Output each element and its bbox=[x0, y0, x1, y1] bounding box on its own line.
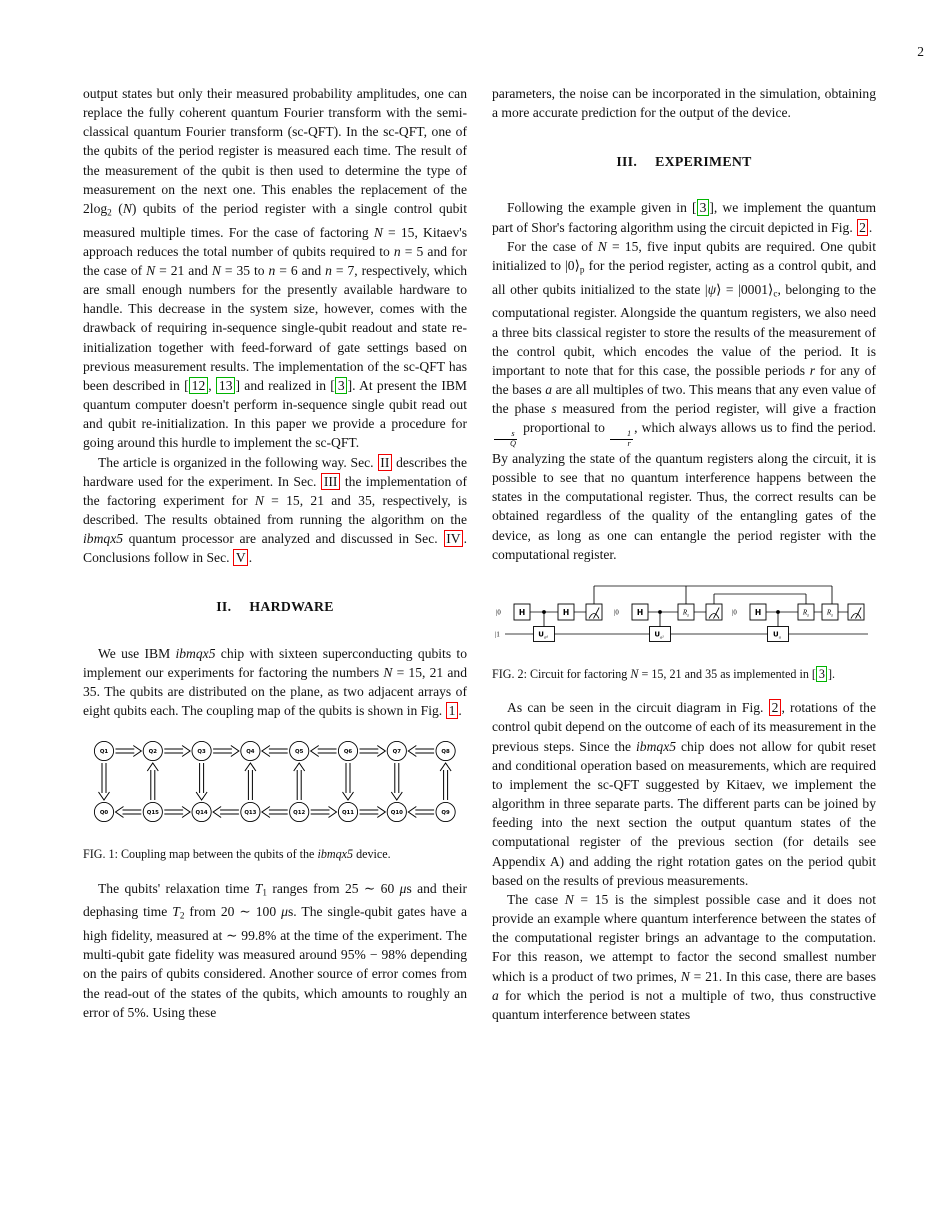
page-number: 2 bbox=[917, 44, 924, 59]
text-segment: μ bbox=[281, 904, 288, 920]
text-segment: for which the period is not a multiple of two, thus constructive quantum interference between states bbox=[492, 987, 876, 1022]
text-segment: N bbox=[680, 968, 690, 984]
text-segment: . bbox=[868, 219, 873, 235]
text-segment: = 15, 21 and 35 as implemented in [ bbox=[638, 666, 816, 681]
citation-ref-link[interactable]: 3 bbox=[697, 199, 709, 216]
svg-text:Q13: Q13 bbox=[244, 810, 257, 817]
text-segment: are all multiples of two. This means that any even value of the phase bbox=[492, 382, 876, 417]
text-segment: Following the example given in [ bbox=[507, 200, 697, 216]
text-segment: , rotations of the control qubit depend on the outcome of each of its measurement in the previous steps. Since the bbox=[492, 700, 876, 754]
qubit-node bbox=[143, 803, 162, 822]
svg-text:Ua⁴: $U_{a^4}$ bbox=[538, 630, 548, 640]
text-segment: N bbox=[146, 262, 156, 278]
text-segment: The article is organized in the following way. Sec. bbox=[98, 454, 378, 470]
svg-text:Q0: Q0 bbox=[99, 810, 109, 817]
svg-text:Rz: $R_z$ bbox=[826, 608, 834, 618]
text-segment: ) qubits of the period register with a single control qubit measured multiple times. For the case of factoring bbox=[83, 200, 467, 240]
text-segment: s. The single-qubit gates have a high fidelity, measured at ∼ 99.8% at the time of the experiment. The multi-qubit gate fidelity was measured around 95% − 98% depending on the pairs of qubits considered. Another source of error comes from the read-out of the states of the qubits, which amounts to roughly an error of 5%. Using these bbox=[83, 904, 468, 1020]
quantum-circuit-diagram bbox=[492, 580, 876, 658]
internal-ref-link[interactable]: III bbox=[321, 473, 340, 490]
qubit-node bbox=[241, 742, 260, 761]
text-segment: = 21. In this case, there are bases bbox=[689, 968, 876, 984]
svg-text:H: H bbox=[754, 607, 762, 617]
text-segment: , bbox=[208, 377, 216, 393]
citation-ref-link[interactable]: 12 bbox=[189, 377, 208, 394]
text-segment: measured from the period register, will give a fraction bbox=[556, 401, 876, 417]
text-segment: N bbox=[383, 664, 393, 680]
svg-text:H: H bbox=[636, 607, 644, 617]
text-segment: N bbox=[211, 262, 221, 278]
svg-text:Q5: Q5 bbox=[295, 749, 304, 756]
svg-text:Q15: Q15 bbox=[146, 810, 159, 817]
text-segment: r bbox=[809, 362, 816, 378]
text-segment: The case bbox=[507, 891, 565, 907]
text-segment: a bbox=[545, 382, 553, 398]
text-segment: n bbox=[325, 262, 332, 278]
svg-text:Q6: Q6 bbox=[343, 749, 353, 756]
svg-text:Q10: Q10 bbox=[390, 810, 403, 817]
section-title: EXPERIMENT bbox=[655, 154, 752, 170]
inline-fraction: $\frac{1}{r}$ bbox=[610, 430, 633, 449]
text-segment: p bbox=[579, 264, 585, 275]
qubit-node bbox=[338, 742, 357, 761]
text-segment: = 15, Kitaev's approach reduces the total number of qubits required to bbox=[83, 224, 468, 259]
text-segment: 2 bbox=[107, 207, 112, 218]
text-segment: for the period register, acting as a control qubit, and all other qubits initialized to the state | bbox=[492, 257, 876, 297]
text-segment: N bbox=[597, 238, 607, 254]
svg-text:Q3: Q3 bbox=[197, 749, 206, 756]
svg-text:|0: |0 bbox=[614, 609, 619, 617]
figure-2 bbox=[492, 580, 876, 658]
internal-ref-link[interactable]: IV bbox=[444, 530, 463, 547]
text-segment: FIG. 1: Coupling map between the qubits of the bbox=[83, 847, 318, 862]
svg-text:Q2: Q2 bbox=[148, 749, 157, 756]
text-segment: = 15, 21 and 35. The qubits are distributed on the plane, as two adjacent arrays of eight qubits each. The coupling map of the qubits is shown in Fig. bbox=[83, 664, 467, 719]
svg-text:H: H bbox=[562, 607, 570, 617]
text-segment: . bbox=[458, 703, 462, 719]
svg-text:Q14: Q14 bbox=[195, 810, 208, 817]
qubit-node bbox=[436, 742, 455, 761]
text-segment: ]. bbox=[827, 666, 836, 681]
text-segment: = 5 and for the case of bbox=[83, 243, 468, 278]
qubit-node bbox=[143, 742, 162, 761]
text-segment: = 7, respectively, which are small enough numbers for the presently available hardware to handle. This decrease in the system size, however, comes with the drawback of requiring in-sequence single-qubit readout and state re-initialization together with feed-forward of gate settings based on previous measurement results. The implementation of the sc-QFT has been described in [ bbox=[83, 262, 467, 393]
qubit-node bbox=[290, 803, 309, 822]
text-segment: ] and realized in [ bbox=[235, 377, 335, 393]
paragraph bbox=[492, 198, 876, 236]
citation-ref-link[interactable]: 3 bbox=[816, 666, 827, 682]
text-segment: ]. At present the IBM quantum computer doesn't perform in-sequence single qubit read out and qubit re-initialization. In this paper we provide a procedure for going around this hurdle to implement the sc-QFT. bbox=[83, 377, 467, 451]
inline-fraction: $\frac{s}{Q}$ bbox=[493, 430, 518, 449]
text-segment: = 6 and bbox=[275, 262, 326, 278]
section-title: HARDWARE bbox=[249, 599, 334, 615]
paragraph bbox=[83, 644, 467, 721]
text-segment: ⟩ = |0001⟩ bbox=[716, 281, 774, 297]
text-segment: from 20 ∼ 100 bbox=[184, 904, 282, 920]
text-segment: n bbox=[393, 243, 401, 259]
qubit-node bbox=[94, 803, 113, 822]
text-segment: s bbox=[551, 401, 557, 417]
svg-text:Rz: $R_z$ bbox=[802, 608, 810, 618]
paragraph bbox=[492, 237, 876, 564]
text-segment: N bbox=[254, 492, 264, 508]
left-column bbox=[83, 84, 467, 1022]
qubit-node bbox=[192, 803, 211, 822]
figure-1 bbox=[83, 736, 467, 838]
text-segment: N bbox=[373, 224, 383, 240]
text-segment: N bbox=[630, 666, 639, 681]
paragraph bbox=[492, 84, 876, 122]
text-segment: chip does not allow for qubit reset and conditional operation based on measurements, which are required to implement the sc-QFT suggested by Kitaev, we implement the algorithm in three separate parts. The different parts can be joined by feeding into the next section the output quantum states of the computational register of the previous section (for details see Appendix A) and adding the right rotation gates on the period qubit based on the results of previous measurements. bbox=[492, 738, 876, 888]
svg-text:H: H bbox=[518, 607, 526, 617]
svg-text:|0: |0 bbox=[496, 609, 501, 617]
text-segment: T bbox=[254, 880, 263, 896]
text-segment: device. bbox=[353, 847, 391, 862]
text-segment: = 15, 21 and 35, respectively, is described. The results obtained from running the algorithm on the bbox=[83, 492, 468, 528]
text-segment: s and their dephasing time bbox=[83, 880, 468, 920]
text-segment: N bbox=[122, 200, 132, 216]
paragraph bbox=[492, 698, 876, 890]
internal-ref-link[interactable]: 1 bbox=[446, 702, 458, 719]
text-segment: n bbox=[268, 262, 276, 278]
section-heading-experiment bbox=[492, 152, 876, 171]
svg-text:|0: |0 bbox=[732, 609, 737, 617]
text-segment: output states but only their measured probability amplitudes, one can replace the fully coherent quantum Fourier transform with the semi-classical quantum Fourier transform (sc-QFT). In the sc-QFT, one of the qubits of the period register is measured each time. The result of the measurement of the qubit is then used to determine the type of measurement on the next one. This enables the replacement of the 2log bbox=[83, 86, 467, 216]
text-segment: . Conclusions follow in Sec. bbox=[83, 531, 467, 566]
section-number: II. bbox=[216, 599, 232, 615]
text-segment: We use IBM bbox=[98, 645, 176, 661]
qubit-node bbox=[241, 803, 260, 822]
text-segment: parameters, the noise can be incorporated in the simulation, obtaining a more accurate prediction for the output of the device. bbox=[492, 86, 876, 121]
text-segment: ibmqx5 bbox=[175, 645, 216, 661]
figure-1-caption bbox=[83, 846, 467, 862]
svg-text:|1: |1 bbox=[495, 631, 500, 639]
qubit-node bbox=[436, 803, 455, 822]
text-segment: ibmqx5 bbox=[83, 531, 124, 547]
text-segment: = 15, five input qubits are required. One qubit initialized to |0⟩ bbox=[492, 238, 876, 273]
text-segment: c bbox=[773, 288, 778, 299]
qubit-node bbox=[290, 742, 309, 761]
text-segment: a bbox=[492, 987, 499, 1003]
svg-text:Q7: Q7 bbox=[392, 749, 401, 756]
text-segment: proportional to bbox=[518, 420, 610, 436]
section-number: III. bbox=[616, 154, 638, 170]
text-segment: = 21 and bbox=[155, 262, 212, 278]
internal-ref-link[interactable]: V bbox=[233, 549, 248, 566]
text-segment: N bbox=[564, 891, 574, 907]
qubit-node bbox=[387, 803, 406, 822]
paragraph bbox=[83, 84, 467, 453]
text-segment: for any of the bases bbox=[492, 362, 876, 398]
paragraph bbox=[83, 879, 467, 1022]
citation-ref-link[interactable]: 3 bbox=[335, 377, 347, 394]
text-segment: T bbox=[172, 904, 180, 920]
text-segment: . bbox=[248, 550, 253, 566]
text-segment: = 35 to bbox=[220, 262, 269, 278]
qubit-node bbox=[192, 742, 211, 761]
coupling-map-diagram bbox=[83, 736, 467, 838]
paragraph bbox=[83, 453, 467, 568]
text-segment: 2 bbox=[179, 910, 185, 921]
text-segment: ibmqx5 bbox=[317, 847, 354, 862]
right-column bbox=[492, 84, 876, 1024]
text-segment: describes the hardware used for the experiment. In Sec. bbox=[83, 454, 468, 489]
text-segment: chip with sixteen superconducting qubits to implement our experiments for factoring the numbers bbox=[83, 645, 467, 680]
figure-2-caption bbox=[492, 666, 876, 682]
svg-text:Q1: Q1 bbox=[99, 749, 109, 756]
svg-text:Q11: Q11 bbox=[341, 810, 355, 817]
text-segment: ], we implement the quantum part of Shor's factoring algorithm using the circuit depicted in Fig. bbox=[492, 200, 877, 235]
text-segment: ψ bbox=[707, 281, 717, 297]
text-segment: ranges from 25 ∼ 60 bbox=[266, 880, 400, 896]
text-segment: The qubits' relaxation time bbox=[98, 880, 255, 896]
qubit-node bbox=[94, 742, 113, 761]
text-segment: quantum processor are analyzed and discussed in Sec. bbox=[123, 531, 444, 547]
citation-ref-link[interactable]: 13 bbox=[216, 377, 235, 394]
text-segment: 1 bbox=[262, 887, 267, 898]
svg-text:Ua: $U_a$ bbox=[773, 630, 781, 640]
text-segment: ibmqx5 bbox=[636, 738, 677, 754]
internal-ref-link[interactable]: II bbox=[378, 454, 392, 471]
internal-ref-link[interactable]: 2 bbox=[857, 219, 869, 236]
text-segment: μ bbox=[399, 880, 407, 896]
text-segment: As can be seen in the circuit diagram in Fig. bbox=[507, 700, 769, 716]
text-segment: For the case of bbox=[507, 238, 598, 254]
svg-text:Q4: Q4 bbox=[246, 749, 255, 756]
section-heading-hardware bbox=[83, 597, 467, 616]
text-segment: ( bbox=[111, 200, 123, 216]
qubit-node bbox=[387, 742, 406, 761]
qubit-node bbox=[338, 803, 357, 822]
paragraph bbox=[492, 890, 876, 1024]
svg-text:Rz: $R_z$ bbox=[682, 608, 690, 618]
text-segment: the implementation of the factoring experiment for bbox=[83, 473, 467, 508]
svg-text:Q9: Q9 bbox=[441, 810, 450, 817]
svg-text:Ua²: $U_{a^2}$ bbox=[654, 630, 664, 640]
text-segment: , which always allows us to find the period. By analyzing the state of the quantum registers along the circuit, it is possible to see that no quantum interference happens between the states in the computational register. Thus, the correct results can be obtained regardless of the quality of the entangling gates of the device, as long as one can entangle the period register with the computational register. bbox=[492, 420, 876, 562]
internal-ref-link[interactable]: 2 bbox=[769, 699, 781, 716]
svg-text:Q8: Q8 bbox=[441, 749, 450, 756]
text-segment: FIG. 2: Circuit for factoring bbox=[492, 666, 631, 681]
text-segment: = 15 is the simplest possible case and it does not provide an example where quantum interference between the states of the computational register brings an advantage to the computation. For this reason, we attempt to factor the second smallest number which is a product of two primes, bbox=[492, 891, 876, 984]
text-segment: , belonging to the computational register. Alongside the quantum registers, we also need a three bits classical register to store the results of the measurement of the control qubit, which encodes the value of the period. It is important to note that for this case, the possible periods bbox=[492, 281, 876, 378]
svg-text:Q12: Q12 bbox=[293, 810, 306, 817]
